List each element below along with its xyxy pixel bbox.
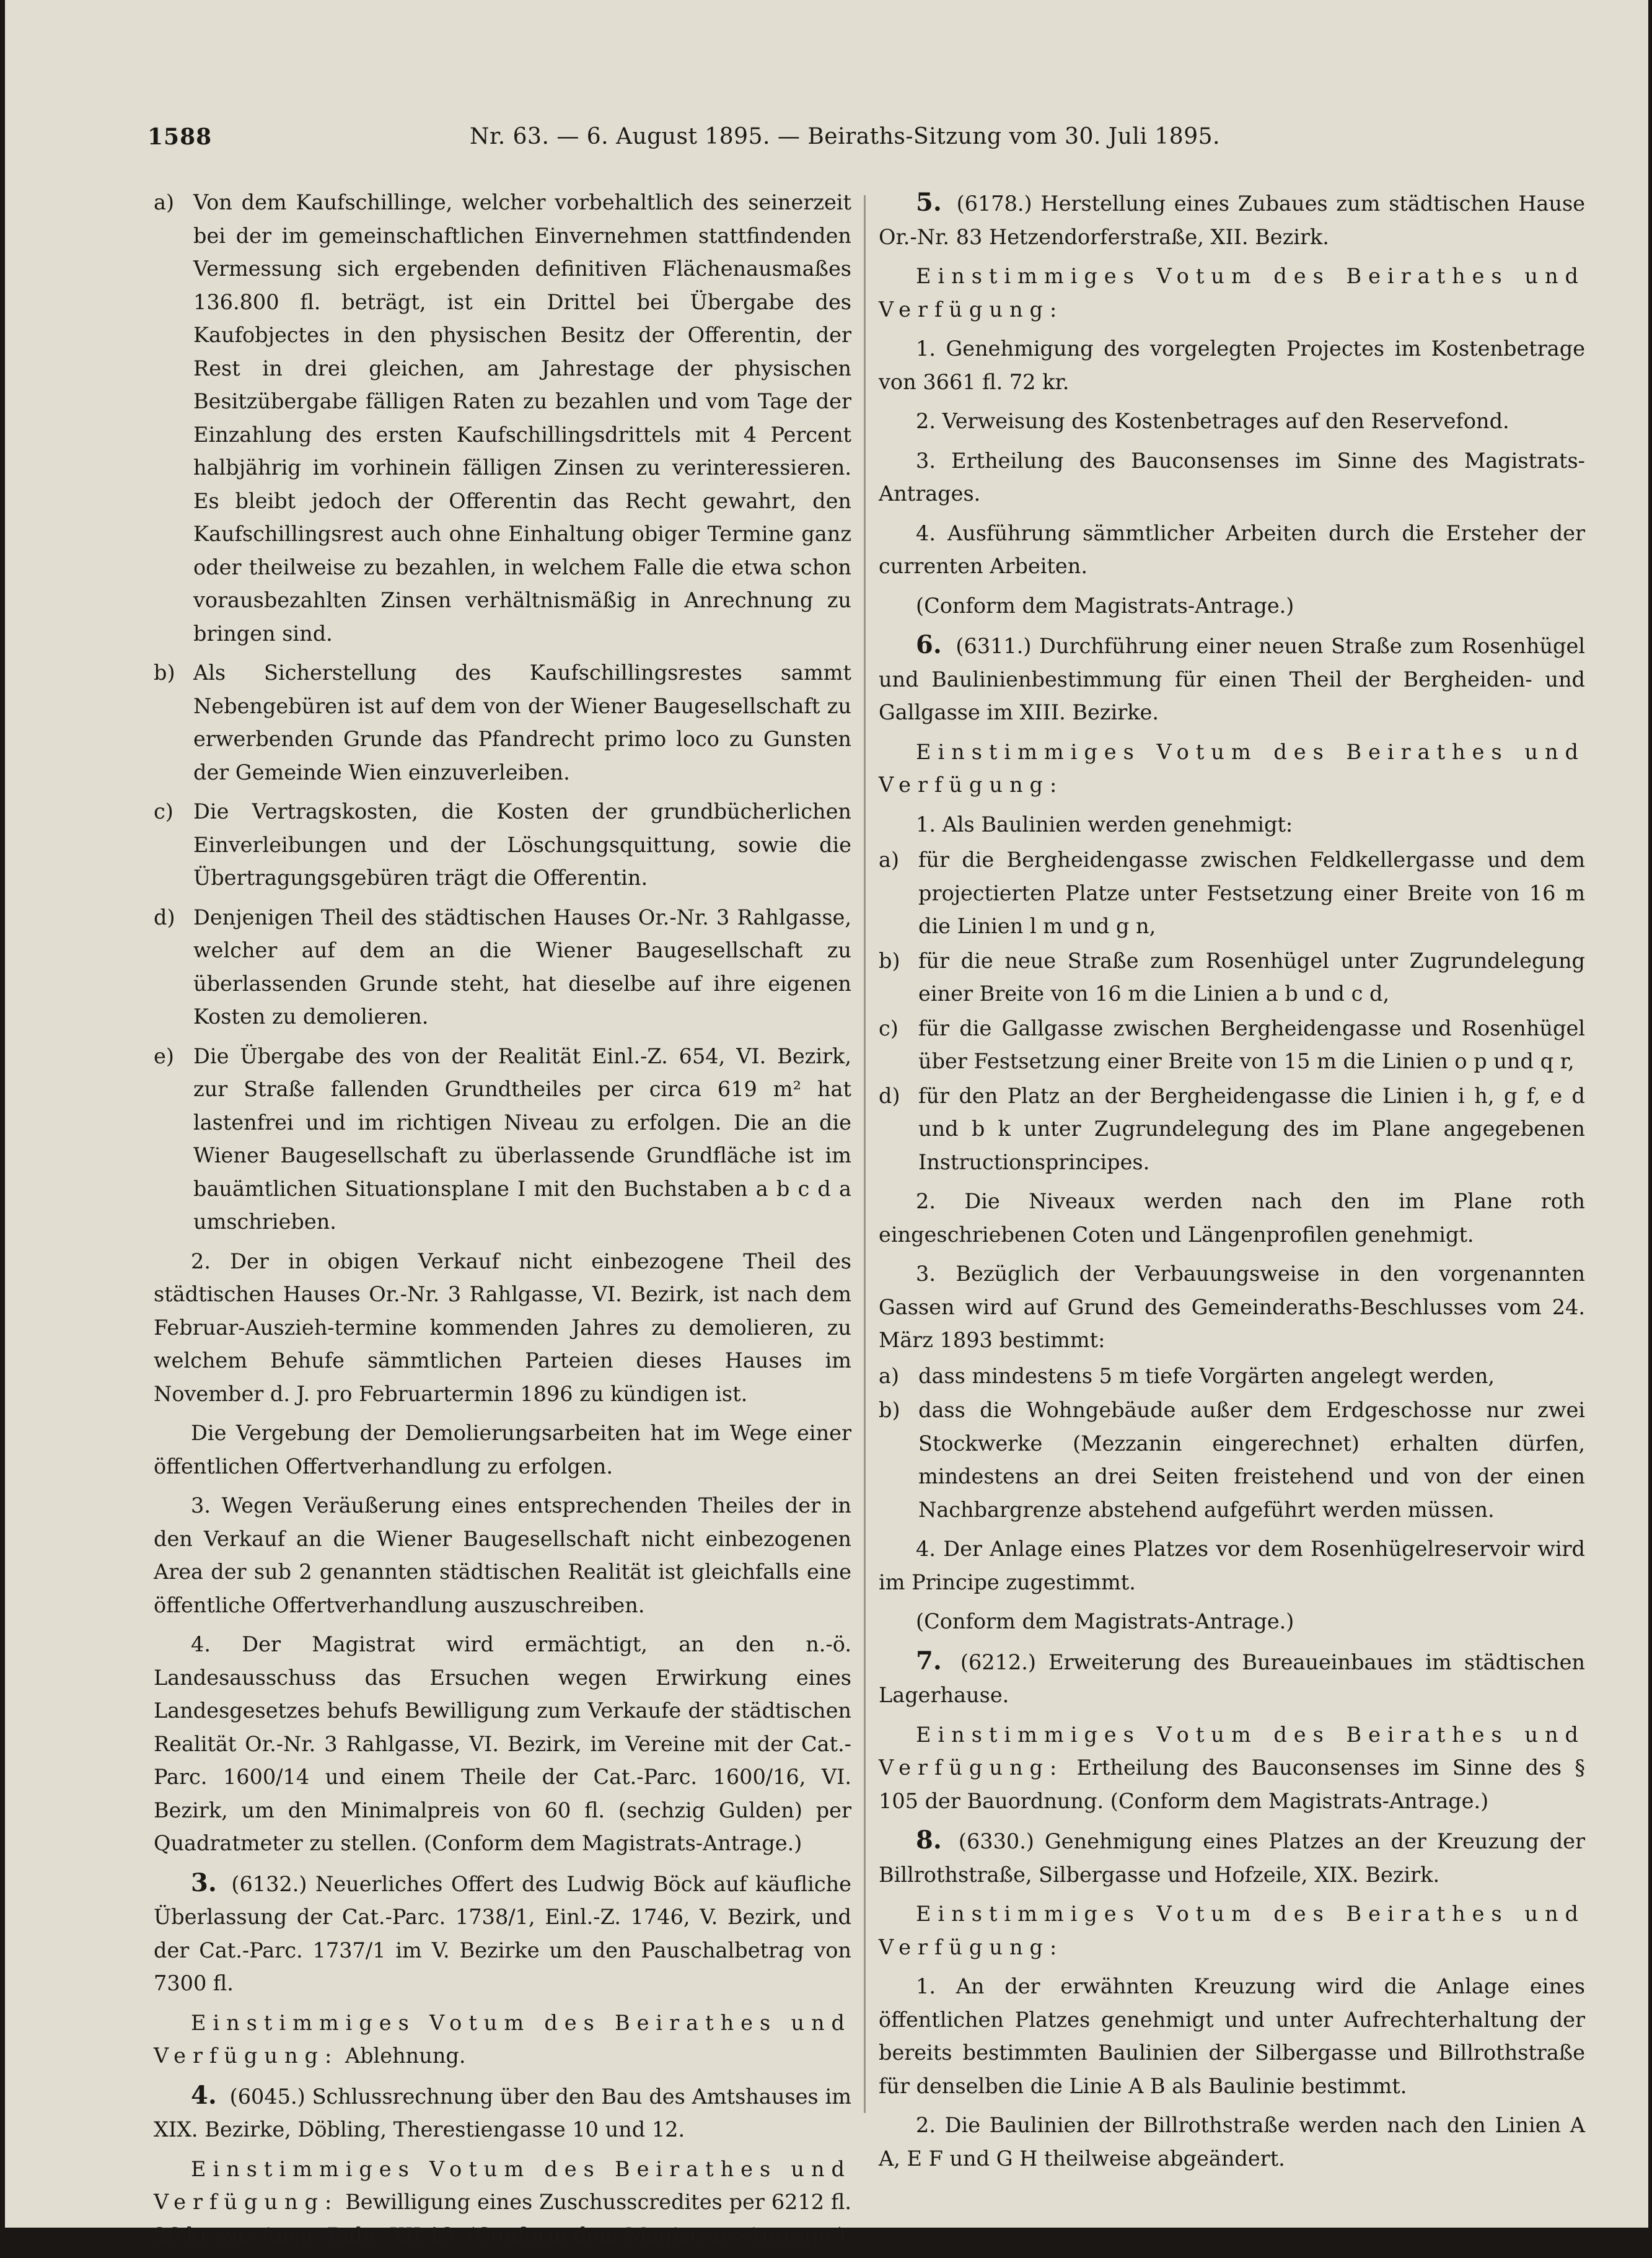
paragraph: 4. Der Magistrat wird ermächtigt, an den n.-ö. Landesausschuss das Ersuchen wegen Erwirkung eines Landesgesetzes behufs Bewilligung zum Verkaufe der städtischen Realität Or.-Nr. 3 Rahlgasse, VI. Bezirk, im Vereine mit der Cat.-Parc. 1600/14 und einem Theile der Cat.-Parc. 1600/16, VI. Bezirk, um den Minimalpreis von 60 fl. (sechzig Gulden) per Quadratmeter zu stellen. (Conform dem Magistrats-Antrage.) xyxy=(154,1632,851,1855)
item-text: für den Platz an der Bergheidengasse die Linien i h, g f, e d und b k unter Zugrundelegung des im Plane angegebenen Instructionsprincipes. xyxy=(918,1083,1585,1174)
section-number: 8. xyxy=(916,1825,942,1855)
section-3 xyxy=(154,1866,851,2000)
list-item xyxy=(154,795,851,895)
item-text: dass die Wohngebäude außer dem Erdgeschosse nur zwei Stockwerke (Mezzanin eingerechnet) erhalten dürfen, mindestens an drei Seiten freistehend und von der einen Nachbargrenze abstehend aufgeführt werden müssen. xyxy=(918,1398,1585,1522)
item-text: für die Gallgasse zwischen Bergheidengasse und Rosenhügel über Festsetzung einer Breite von 15 m die Linien o p und q r, xyxy=(918,1016,1585,1073)
vote-heading: Einstimmiges Votum des Beirathes und Verfügung: xyxy=(879,1902,1585,1959)
item-label: c) xyxy=(154,799,174,824)
vote-paragraph xyxy=(154,2006,851,2073)
item-text: Die Vertragskosten, die Kosten der grundbücherlichen Einverleibungen und der Löschungsquittung, sowie die Übertragungsgebüren trägt die Offerentin. xyxy=(193,799,851,890)
conform-note: (Conform dem Magistrats-Antrage.) xyxy=(916,593,1294,618)
list-item xyxy=(879,843,1585,943)
section-number: 6. xyxy=(916,630,942,659)
running-title: Nr. 63. — 6. August 1895. — Beiraths-Sitzung vom 30. Juli 1895. xyxy=(470,124,1220,149)
right-column xyxy=(879,186,1585,2181)
paragraph: 4. Der Anlage eines Platzes vor dem Rosenhügelreservoir wird im Principe zugestimmt. xyxy=(879,1537,1585,1594)
item-label: b) xyxy=(879,948,900,973)
vote-heading: Einstimmiges Votum des Beirathes und Verfügung: xyxy=(879,739,1585,797)
section-text: (6178.) Herstellung eines Zubaues zum städtischen Hause Or.-Nr. 83 Hetzendorferstraße, XII. Bezirk. xyxy=(879,191,1585,249)
section-number: 3. xyxy=(191,1868,217,1897)
list-item xyxy=(879,1360,1585,1393)
paragraph: 1. Genehmigung des vorgelegten Projectes im Kostenbetrage von 3661 fl. 72 kr. xyxy=(879,336,1585,394)
page-header xyxy=(147,121,1257,152)
section-number: 5. xyxy=(916,188,942,217)
list-item xyxy=(879,1079,1585,1179)
section-number: 7. xyxy=(916,1646,942,1676)
item-text: für die Bergheidengasse zwischen Feldkellergasse und dem projectierten Platze unter Festsetzung einer Breite von 16 m die Linien l m und g n, xyxy=(918,848,1585,938)
paragraph: Die Vergebung der Demolierungsarbeiten hat im Wege einer öffentlichen Offertverhandlung zu erfolgen. xyxy=(154,1421,851,1478)
item-label: b) xyxy=(154,661,175,685)
vote-paragraph xyxy=(879,1718,1585,1818)
vote-heading: Einstimmiges Votum des Beirathes und Verfügung: xyxy=(154,2156,851,2214)
section-text: (6311.) Durchführung einer neuen Straße zum Rosenhügel und Baulinienbestimmung für einen Theil der Bergheiden- und Gallgasse im XIII. Bezirke. xyxy=(879,634,1586,724)
paragraph: 4. Ausführung sämmtlicher Arbeiten durch die Ersteher der currenten Arbeiten. xyxy=(879,521,1585,578)
section-text: (6330.) Genehmigung eines Platzes an der Kreuzung der Billrothstraße, Silbergasse und Hofzeile, XIX. Bezirk. xyxy=(879,1829,1585,1887)
item-label: a) xyxy=(154,190,175,214)
vote-heading: Einstimmiges Votum des Beirathes und Verfügung: xyxy=(154,2010,851,2068)
item-text: Die Übergabe des von der Realität Einl.-Z. 654, VI. Bezirk, zur Straße fallenden Grundtheiles per circa 619 m² hat lastenfrei und im richtigen Niveau zu erfolgen. Die an die Wiener Baugesellschaft zu überlassende Grundfläche ist im bauämtlichen Situationsplane I mit den Buchstaben a b c d a umschrieben. xyxy=(193,1043,851,1234)
vote-heading: Einstimmiges Votum des Beirathes und Verfügung: xyxy=(879,264,1585,322)
item-text: dass mindestens 5 m tiefe Vorgärten angelegt werden, xyxy=(918,1363,1495,1388)
section-text: (6212.) Erweiterung des Bureaueinbaues im städtischen Lagerhause. xyxy=(879,1650,1585,1707)
paragraph: 1. Als Baulinien werden genehmigt: xyxy=(916,812,1293,837)
vote-text: Ablehnung. xyxy=(345,2044,466,2068)
item-label: a) xyxy=(879,1363,900,1388)
vote-text: Ertheilung des Bauconsenses im Sinne des § 105 der Bauordnung. (Conform dem Magistrats-Antrage.) xyxy=(879,1755,1586,1813)
column-divider xyxy=(864,195,866,2113)
item-text: Als Sicherstellung des Kaufschillingsrestes sammt Nebengebüren ist auf dem von der Wiener Baugesellschaft zu erwerbenden Grunde das Pfandrecht primo loco zu Gunsten der Gemeinde Wien einzuverleiben. xyxy=(193,661,851,784)
list-item xyxy=(879,1394,1585,1526)
item-label: a) xyxy=(879,848,900,872)
item-label: c) xyxy=(879,1016,898,1040)
section-6 xyxy=(879,628,1585,729)
list-item xyxy=(154,656,851,789)
section-5 xyxy=(879,186,1585,253)
list-item xyxy=(154,1040,851,1239)
page xyxy=(5,0,1648,2247)
paragraph: 3. Bezüglich der Verbauungsweise in den vorgenannten Gassen wird auf Grund des Gemeinderaths-Beschlusses vom 24. März 1893 bestimmt: xyxy=(879,1262,1585,1352)
section-text: (6045.) Schlussrechnung über den Bau des Amtshauses im XIX. Bezirke, Döbling, Therestiengasse 10 und 12. xyxy=(154,2084,851,2142)
paragraph: 2. Verweisung des Kostenbetrages auf den Reservefond. xyxy=(916,409,1509,433)
paragraph: 2. Die Baulinien der Billrothstraße werden nach den Linien A A, E F und G H theilweise abgeändert. xyxy=(879,2113,1585,2171)
list-item xyxy=(154,901,851,1034)
section-7 xyxy=(879,1645,1585,1712)
section-8 xyxy=(879,1824,1585,1891)
list-item xyxy=(879,944,1585,1011)
paragraph: 3. Wegen Veräußerung eines entsprechenden Theiles der in den Verkauf an die Wiener Baugesellschaft nicht einbezogenen Area der sub 2 genannten städtischen Realität ist gleichfalls eine öffentliche Offertverhandlung auszuschreiben. xyxy=(154,1493,851,1617)
paragraph: 2. Die Niveaux werden nach den im Plane roth eingeschriebenen Coten und Längenprofilen genehmigt. xyxy=(879,1189,1585,1247)
vote-text: Bewilligung eines Zuschusscredites per 6212 fl. 26 kr. zur Ausg.-Rubr. XII 13. (Conform dem Magistrats-Antrage.) xyxy=(154,2190,852,2247)
list-item xyxy=(154,186,851,650)
vote-paragraph xyxy=(154,2153,851,2252)
item-label: e) xyxy=(154,1043,174,1068)
paragraph: 3. Ertheilung des Bauconsenses im Sinne des Magistrats-Antrages. xyxy=(879,448,1585,506)
section-text: (6132.) Neuerliches Offert des Ludwig Böck auf käufliche Überlassung der Cat.-Parc. 1738/1, Einl.-Z. 1746, V. Bezirk, und der Cat.-Parc. 1737/1 im V. Bezirke um den Pauschalbetrag von 7300 fl. xyxy=(154,1871,851,1995)
section-4 xyxy=(154,2079,851,2146)
item-label: d) xyxy=(154,905,175,929)
paragraph: 2. Der in obigen Verkauf nicht einbezogene Theil des städtischen Hauses Or.-Nr. 3 Rahlgasse, VI. Bezirk, ist nach dem Februar-Auszieh-termine kommenden Jahres zu demolieren, zu welchem Behufe sämmtlichen Parteien dieses Hauses im November d. J. pro Februartermin 1896 zu kündigen ist. xyxy=(154,1249,851,1406)
item-text: für die neue Straße zum Rosenhügel unter Zugrundelegung einer Breite von 16 m die Linien a b und c d, xyxy=(918,948,1585,1006)
item-text: Denjenigen Theil des städtischen Hauses Or.-Nr. 3 Rahlgasse, welcher auf dem an die Wiener Baugesellschaft zu überlassenden Grunde steht, hat dieselbe auf ihre eigenen Kosten zu demolieren. xyxy=(193,905,851,1029)
left-column xyxy=(154,186,851,2258)
item-label: b) xyxy=(879,1398,900,1422)
item-label: d) xyxy=(879,1083,900,1108)
vote-heading: Einstimmiges Votum des Beirathes und Verfügung: xyxy=(879,1722,1585,1780)
conform-note: (Conform dem Magistrats-Antrage.) xyxy=(916,1609,1294,1633)
item-text: Von dem Kaufschillinge, welcher vorbehaltlich des seinerzeit bei der im gemeinschaftlichen Einvernehmen stattfindenden Vermessung sich ergebenden definitiven Flächenausmaßes 136.800 fl. beträgt, ist ein Drittel bei Übergabe des Kaufobjectes in den physischen Besitz der Offerentin, der Rest in drei gleichen, am Jahrestage der physischen Besitzübergabe fälligen Raten zu bezahlen und vom Tage der Einzahlung des ersten Kaufschillingsdrittels mit 4 Percent halbjährig im vorhinein fälligen Zinsen zu verinteressieren. Es bleibt jedoch der Offerentin das Recht gewahrt, den Kaufschillingsrest auch ohne Einhaltung obiger Termine ganz oder theilweise zu bezahlen, in welchem Falle die etwa schon vorausbezahlten Zinsen verhältnismäßig in Anrechnung zu bringen sind. xyxy=(193,190,851,646)
list-item xyxy=(879,1012,1585,1078)
section-number: 4. xyxy=(191,2080,217,2110)
paragraph: 1. An der erwähnten Kreuzung wird die Anlage eines öffentlichen Platzes genehmigt und unter Aufrechterhaltung der bereits bestimmten Baulinien der Silbergasse und Billrothstraße für denselben die Linie A B als Baulinie bestimmt. xyxy=(879,1974,1585,2098)
page-number: 1588 xyxy=(147,124,213,150)
